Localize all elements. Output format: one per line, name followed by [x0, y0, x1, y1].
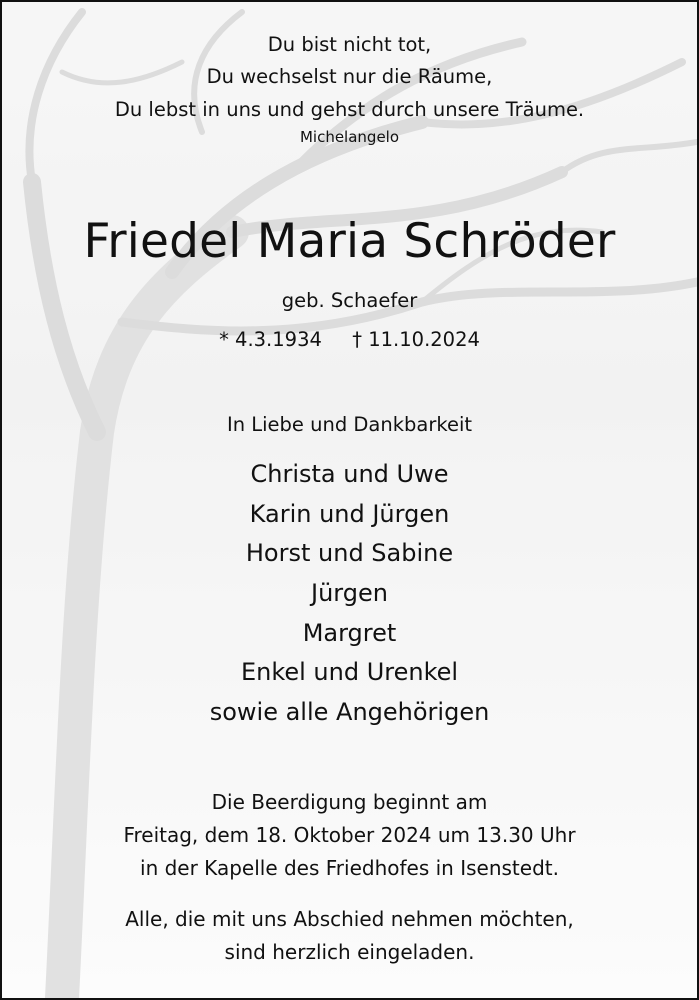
quote-author: Michelangelo [299, 128, 400, 146]
deceased-name: Friedel Maria Schröder [83, 214, 616, 269]
funeral-line-1: Die Beerdigung beginnt am [211, 790, 488, 814]
birth-date: * 4.3.1934 [219, 328, 322, 351]
maiden-name: geb. Schaefer [281, 289, 418, 312]
quote-line-1: Du bist nicht tot, [267, 33, 432, 56]
death-date: † 11.10.2024 [352, 328, 480, 351]
mourner-item: Karin und Jürgen [249, 500, 450, 528]
invitation-line-1: Alle, die mit uns Abschied nehmen möchten, [125, 907, 574, 931]
life-dates [2, 328, 697, 351]
quote-line-3: Du lebst in uns und gehst durch unsere Träume. [114, 98, 585, 121]
notice-content [2, 2, 697, 998]
invitation-line-2: sind herzlich eingeladen. [224, 940, 475, 964]
funeral-line-2: Freitag, dem 18. Oktober 2024 um 13.30 Uhr [123, 823, 576, 847]
mourner-item: sowie alle Angehörigen [209, 698, 490, 726]
funeral-line-3: in der Kapelle des Friedhofes in Isenstedt. [140, 856, 559, 880]
quote-line-2: Du wechselst nur die Räume, [206, 65, 493, 88]
mourner-item: Horst und Sabine [245, 539, 454, 567]
mourner-item: Christa und Uwe [250, 460, 449, 488]
intro-text: In Liebe und Dankbarkeit [226, 413, 473, 436]
mourner-item: Jürgen [311, 579, 388, 607]
mourner-item: Enkel und Urenkel [240, 658, 459, 686]
mourner-item: Margret [302, 619, 397, 647]
